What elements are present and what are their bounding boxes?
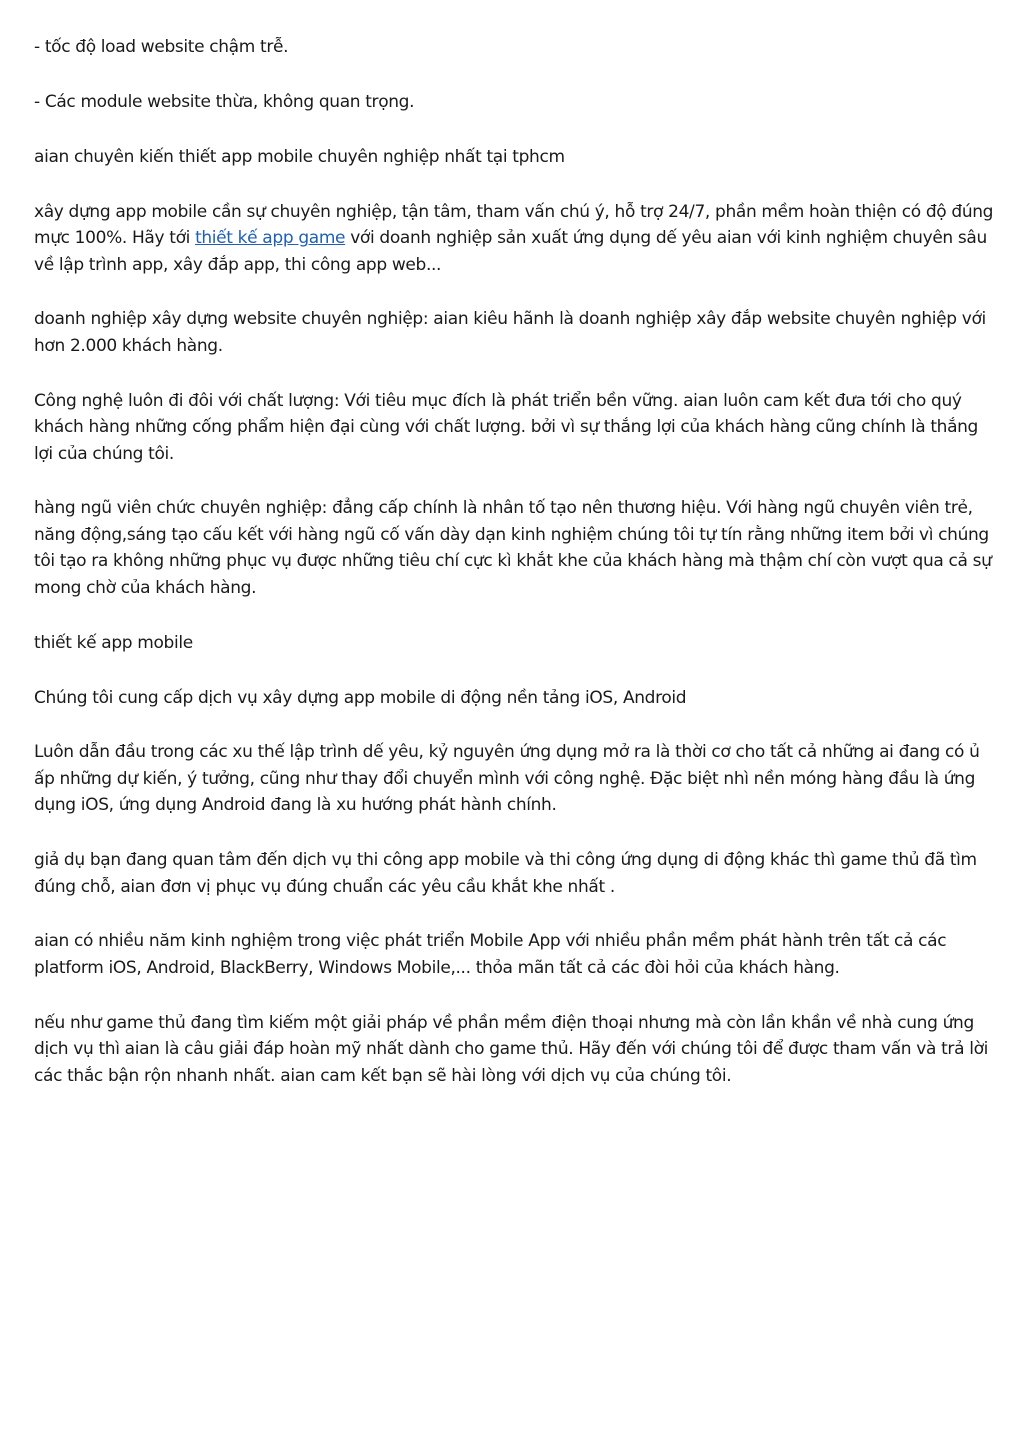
paragraph-experience: aian có nhiều năm kinh nghiệm trong việc phát triển Mobile App với nhiều phần mềm phát hành trên tất cả các platform iOS, Android, BlackBerry, Windows Mobile,... thỏa mãn tất cả các đòi hỏi của khách hàng.	[34, 931, 947, 978]
paragraph-leading-trends: Luôn dẫn đầu trong các xu thế lập trình dế yêu, kỷ nguyên ứng dụng mở ra là thời cơ cho tất cả những ai đang có ủ ấp những dự kiến, ý tưởng, cũng như thay đổi chuyển mình với công nghệ. Đặc biệt nhì nền móng hàng đầu là ứng dụng iOS, ứng dụng Android đang là xu hướng phát hành chính.	[34, 742, 980, 816]
paragraph-load-speed: - tốc độ load website chậm trễ.	[34, 37, 289, 57]
paragraph-aian-intro: aian chuyên kiến thiết app mobile chuyên nghiệp nhất tại tphcm	[34, 146, 565, 167]
paragraph-app-building-after: với doanh nghiệp sản xuất ứng dụng dế yêu aian với kinh nghiệm chuyên sâu về lập trình app, xây đắp app, thi công app web...	[34, 228, 987, 275]
app-game-link[interactable]: thiết kế app game	[195, 228, 346, 249]
paragraph-app-building-before: xây dựng app mobile cần sự chuyên nghiệp, tận tâm, tham vấn chú ý, hỗ trợ 24/7, phần mềm hoàn thiện có độ đúng mực 100%. Hãy tới	[34, 201, 994, 249]
paragraph-solution: nếu như game thủ đang tìm kiếm một giải pháp về phần mềm điện thoại nhưng mà còn lần khần về nhà cung ứng dịch vụ thì aian là câu giải đáp hoàn mỹ nhất dành cho game thủ. Hãy đến với chúng tôi để được tham vấn và trả lời các thắc bận rộn nhanh nhất. aian cam kết bạn sẽ hài lòng với dịch vụ của chúng tôi.	[34, 1012, 988, 1086]
paragraph-website-company: doanh nghiệp xây dựng website chuyên nghiệp: aian kiêu hãnh là doanh nghiệp xây đắp website chuyên nghiệp với hơn 2.000 khách hàng.	[34, 309, 986, 356]
paragraph-staff: hàng ngũ viên chức chuyên nghiệp: đẳng cấp chính là nhân tố tạo nên thương hiệu. Với hàng ngũ chuyên viên trẻ, năng động,sáng tạo cấu kết với hàng ngũ cố vấn dày dạn kinh nghiệm chúng tôi tự tín rằng những item bởi vì chúng tôi tạo ra không những phục vụ được những tiêu chí cực kì khắt khe của khách hàng mà thậm chí còn vượt qua cả sự mong chờ của khách hàng.	[34, 498, 992, 598]
paragraph-ios-android-service: Chúng tôi cung cấp dịch vụ xây dựng app mobile di động nền tảng iOS, Android	[34, 687, 687, 708]
paragraph-app-building	[34, 199, 996, 278]
paragraph-right-place: giả dụ bạn đang quan tâm đến dịch vụ thi công app mobile và thi công ứng dụng di động khác thì game thủ đã tìm đúng chỗ, aian đơn vị phục vụ đúng chuẩn các yêu cầu khắt khe nhất .	[34, 850, 977, 897]
paragraph-app-mobile-heading: thiết kế app mobile	[34, 632, 193, 653]
document-page	[34, 34, 996, 1117]
paragraph-modules: - Các module website thừa, không quan trọng.	[34, 91, 415, 112]
paragraph-technology-quality: Công nghệ luôn đi đôi với chất lượng: Với tiêu mục đích là phát triển bền vững. aian luôn cam kết đưa tới cho quý khách hàng những cống phẩm hiện đại cùng với chất lượng. bởi vì sự thắng lợi của khách hàng cũng chính là thắng lợi của chúng tôi.	[34, 390, 978, 464]
